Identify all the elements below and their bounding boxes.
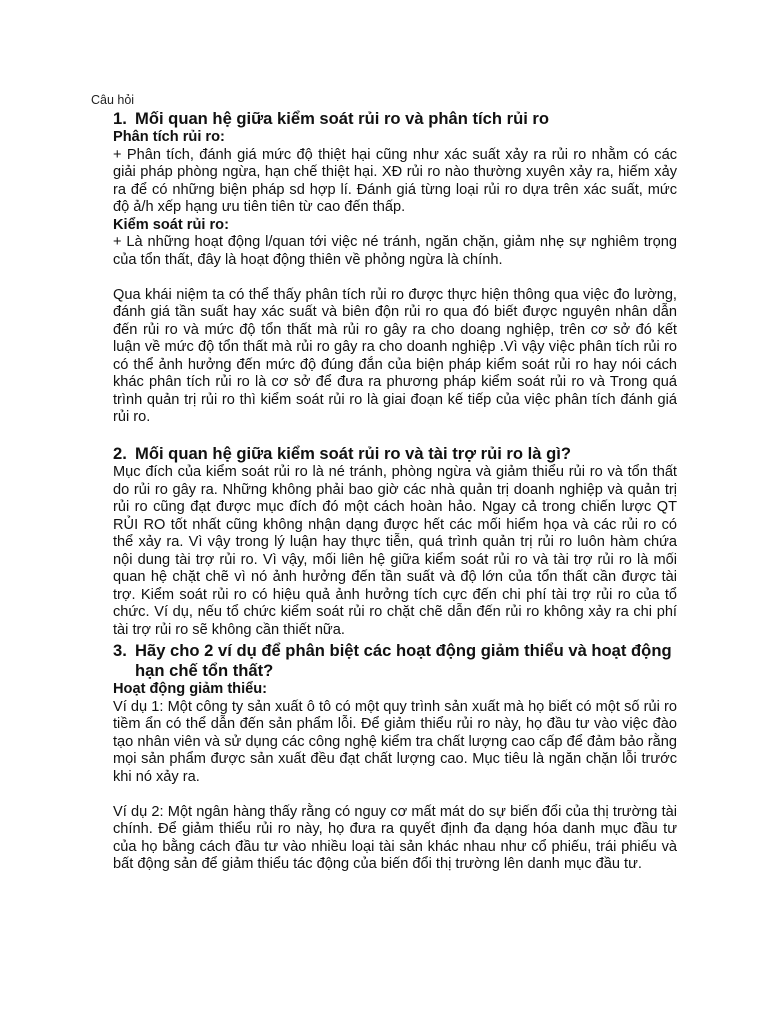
example-1-text: Ví dụ 1: Một công ty sản xuất ô tô có một quy trình sản xuất mà họ biết có một số rủi ro tiềm ẩn có thể dẫn đến sản phẩm lỗi. Để giảm thiểu rủi ro này, họ đầu tư vào việc đào tạo nhân viên và sử dụng các công nghệ kiểm tra chất lượng cao cấp để đảm bảo rằng mọi sản phẩm được sản xuất đều đạt chất lượng cao. Mục tiêu là ngăn chặn lỗi trước khi nó xảy ra. [113, 698, 677, 785]
analysis-text: + Phân tích, đánh giá mức độ thiệt hại cũng như xác suất xảy ra rủi ro nhằm có các giải pháp phòng ngừa, hạn chế thiệt hại. XĐ rủi ro nào thường xuyên xảy ra, hiếm xảy ra để có những biện pháp sd hợp lí. Đánh giá từng loại rủi ro dựa trên xác suất, mức độ ả/h xếp hạng ưu tiên tiên từ cao đến thấp. [113, 146, 677, 215]
header-label: Câu hỏi [91, 93, 135, 107]
question-number: 3. [113, 641, 127, 660]
question-3-heading [113, 641, 677, 681]
question-2-heading [113, 444, 677, 464]
document-body [113, 92, 677, 874]
question-title: Mối quan hệ giữa kiểm soát rủi ro và phân tích rủi ro [135, 109, 550, 128]
analysis-heading: Phân tích rủi ro: [113, 129, 225, 145]
question-number: 2. [113, 444, 127, 463]
question-1-heading [113, 109, 677, 129]
control-text: + Là những hoạt động l/quan tới việc né tránh, ngăn chặn, giảm nhẹ sự nghiêm trọng của tổn thất, đây là hoạt động thiên về phỏng ngừa là chính. [113, 234, 677, 268]
question-2-text: Mục đích của kiểm soát rủi ro là né tránh, phòng ngừa và giảm thiểu rủi ro và tổn thất do rủi ro gây ra. Những không phải bao giờ các nhà quản trị doanh nghiệp và quản trị rủi ro cũng đạt được mục đích đó một cách hoàn hảo. Ngay cả trong chiến lược QT RỦI RO tốt nhất cũng không nhận dạng được hết các mối hiểm họa và các rủi ro có thể xảy ra. Vì vậy trong lý luận hay thực tiễn, quá trình quản trị rủi ro luôn hàm chứa nội dung tài trợ rủi ro. Vì vậy, mối liên hệ giữa kiểm soát rủi ro và tài trợ rủi ro là mối quan hệ chặt chẽ vì nó ảnh hưởng đến tần suất và độ lớn của tổn thất cần được tài trợ. Kiểm soát rủi ro có hiệu quả ảnh hưởng tích cực đến chi phí tài trợ rủi ro của tổ chức. Ví dụ, nếu tổ chức kiểm soát rủi ro chặt chẽ dẫn đến rủi ro không xảy ra chi phí tài trợ rủi ro sẽ không cần thiết nữa. [113, 464, 677, 638]
question-title: Hãy cho 2 ví dụ để phân biệt các hoạt động giảm thiểu và hoạt động hạn chế tổn thất? [135, 641, 672, 680]
conclusion-paragraph: Qua khái niệm ta có thể thấy phân tích rủi ro được thực hiện thông qua việc đo lường, đánh giá tần suất hay xác suất và biên độn rủi ro qua đó biết được nguyên nhân dẫn đến rủi ro và mức độ tổn thất mà rủi ro gây ra cho doang nghiệp, trên cơ sở đó kết luận về mức độ tổn thất mà rủi ro gây ra cho doanh nghiệp .Vì vậy việc phân tích rủi ro có thể ảnh hưởng đến mức độ đúng đắn của biện pháp kiểm soát rủi ro hay nói cách khác phân tích rủi ro là cơ sở để đưa ra phương pháp kiểm soát rủi ro và Trong quá trình quản trị rủi ro thì kiểm soát rủi ro là giai đoạn kế tiếp của việc phân tích đánh giá rủi ro. [113, 286, 677, 425]
example-2-text: Ví dụ 2: Một ngân hàng thấy rằng có nguy cơ mất mát do sự biến đổi của thị trường tài chính. Để giảm thiểu rủi ro này, họ đưa ra quyết định đa dạng hóa danh mục đầu tư của họ bằng cách đầu tư vào nhiều loại tài sản khác nhau như cổ phiếu, trái phiếu và bất động sản để giảm thiểu tác động của biến đổi thị trường lên danh mục đầu tư. [113, 803, 677, 872]
control-heading: Kiểm soát rủi ro: [113, 216, 229, 233]
question-title: Mối quan hệ giữa kiểm soát rủi ro và tài trợ rủi ro là gì? [135, 444, 571, 463]
mitigation-heading: Hoạt động giảm thiểu: [113, 681, 268, 697]
question-number: 1. [113, 109, 127, 128]
